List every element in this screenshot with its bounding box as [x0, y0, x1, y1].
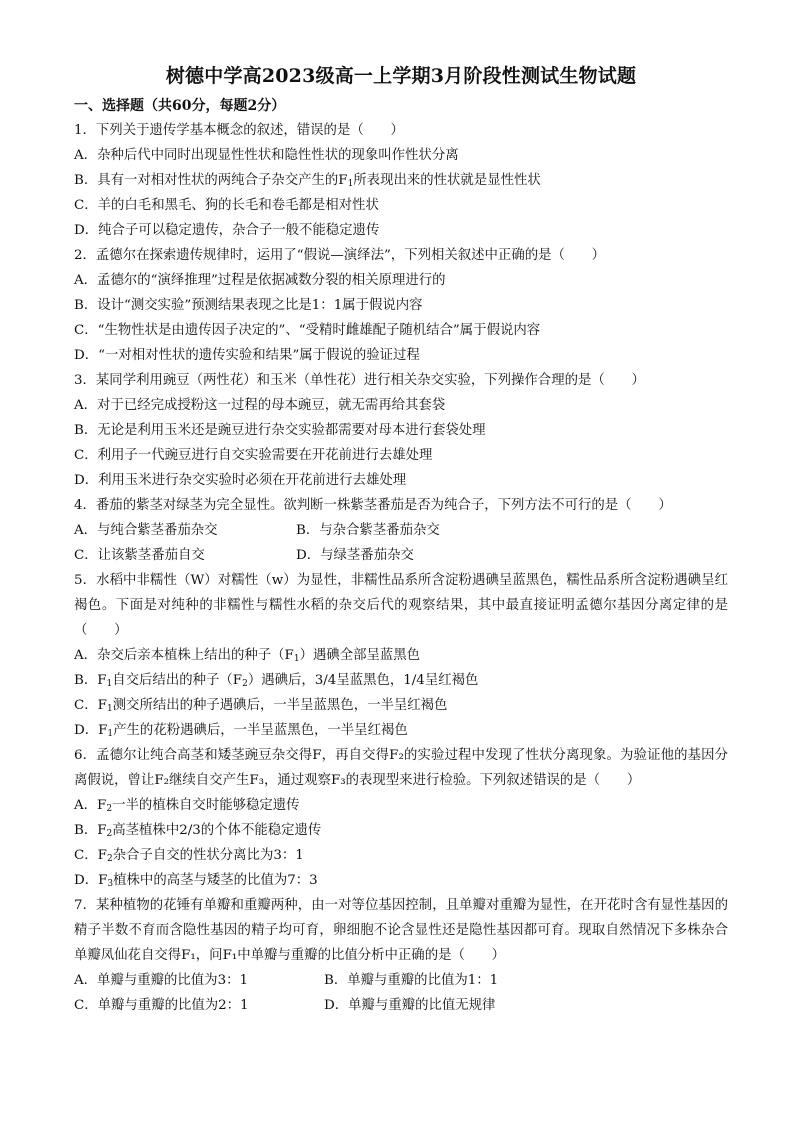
q7-option-c: C．单瓣与重瓣的比值为2：1	[74, 998, 249, 1013]
q4-option-d: D．与绿茎番茄杂交	[296, 548, 414, 563]
q4-option-c: C．让该紫茎番茄自交	[74, 548, 205, 563]
question-5-stem: 5．水稻中非糯性（W）对糯性（w）为显性，非糯性品系所含淀粉遇碘呈蓝黑色，糯性品系所含淀粉遇碘呈红褐色。下面是对纯种的非糯性与糯性水稻的杂交后代的观察结果，其中最直接证明孟德尔基因分离定律的是（ ）	[74, 573, 728, 638]
q5-option-b: B．$F_1$自交后结出的种子$(F_2)$遇碘后，3/4呈蓝黑色，1/4呈红褐色	[74, 673, 479, 689]
q5-option-a: A．杂交后亲本植株上结出的种子$(F_1)$遇碘全部呈蓝黑色	[74, 648, 421, 664]
q1-option-b: B．具有一对相对性状的两纯合子杂交产生的$F_1$所表现出来的性状就是显性性状	[74, 173, 541, 189]
q7-options-row-1	[74, 968, 728, 993]
page-title: 树德中学高2023级高一上学期3月阶段性测试生物试题	[165, 65, 637, 87]
q2-option-a: A．孟德尔的“演绎推理”过程是依据减数分裂的相关原理进行的	[74, 273, 446, 288]
q6-option-d: D．$F_3$植株中的高茎与矮茎的比值为7：3	[74, 873, 318, 889]
q3-option-c: C．利用子一代豌豆进行自交实验需要在开花前进行去雄处理	[74, 448, 433, 463]
q1-option-d: D．纯合子可以稳定遗传，杂合子一般不能稳定遗传	[74, 223, 380, 238]
q2-option-c: C．“生物性状是由遗传因子决定的”、“受精时雌雄配子随机结合”属于假说内容	[74, 323, 541, 338]
q1-option-a: A．杂种后代中同时出现显性性状和隐性性状的现象叫作性状分离	[74, 148, 459, 163]
q3-option-d: D．利用玉米进行杂交实验时必须在开花前进行去雄处理	[74, 473, 407, 488]
q6-option-c: C．$F_2$杂合子自交的性状分离比为3：1	[74, 848, 304, 864]
question-1-stem: 1．下列关于遗传学基本概念的叙述，错误的是（ ）	[74, 123, 404, 138]
q7-options-row-2	[74, 993, 728, 1018]
question-3-stem: 3．某同学利用豌豆（两性花）和玉米（单性花）进行相关杂交实验，下列操作合理的是（ ）	[74, 373, 645, 388]
q7-option-d: D．单瓣与重瓣的比值无规律	[324, 998, 496, 1013]
question-4-stem: 4．番茄的紫茎对绿茎为完全显性。欲判断一株紫茎番茄是否为纯合子，下列方法不可行的是（ ）	[74, 498, 672, 513]
q5-option-c: C．$F_1$测交所结出的种子遇碘后，一半呈蓝黑色，一半呈红褐色	[74, 698, 448, 714]
q7-option-a: A．单瓣与重瓣的比值为3：1	[74, 973, 249, 988]
q4-options-row-1	[74, 518, 728, 543]
q3-option-b: B．无论是利用玉米还是豌豆进行杂交实验都需要对母本进行套袋处理	[74, 423, 486, 438]
section-heading: 一、选择题（共60分，每题2分）	[74, 98, 286, 114]
question-6-stem: 6．孟德尔让纯合高茎和矮茎豌豆杂交得F，再自交得F₂的实验过程中发现了性状分离现象。为验证他的基因分离假说，曾让F₂继续自交产生F₃，通过观察F₃的表现型来进行检验。下列叙述错误的是（ ）	[74, 748, 728, 788]
q1-option-c: C．羊的白毛和黑毛、狗的长毛和卷毛都是相对性状	[74, 198, 379, 213]
q5-option-d: D．$F_1$产生的花粉遇碘后，一半呈蓝黑色，一半呈红褐色	[74, 723, 408, 739]
q6-option-b: B．$F_2$高茎植株中2/3的个体不能稳定遗传	[74, 823, 322, 839]
q7-option-b: B．单瓣与重瓣的比值为1：1	[324, 973, 499, 988]
q4-options-row-2	[74, 543, 728, 568]
q3-option-a: A．对于已经完成授粉这一过程的母本豌豆，就无需再给其套袋	[74, 398, 446, 413]
q4-option-a: A．与纯合紫茎番茄杂交	[74, 523, 218, 538]
q2-option-b: B．设计“测交实验”预测结果表现之比是1：1属于假说内容	[74, 298, 423, 313]
question-7-stem: 7．某种植物的花锤有单瓣和重瓣两种，由一对等位基因控制，且单瓣对重瓣为显性，在开花时含有显性基因的精子半数不育而含隐性基因的精子均可育，卵细胞不论含显性还是隐性基因都可育。现取自然情况下多株杂合单瓣凤仙花自交得F₁，问F₁中单瓣与重瓣的比值分析中正确的是（ ）	[74, 898, 728, 963]
q2-option-d: D．“一对相对性状的遗传实验和结果”属于假说的验证过程	[74, 348, 420, 363]
q4-option-b: B．与杂合紫茎番茄杂交	[296, 523, 440, 538]
question-2-stem: 2．孟德尔在探索遗传规律时，运用了“假说—演绎法”，下列相关叙述中正确的是（ ）	[74, 248, 606, 263]
q6-option-a: A．$F_2$一半的植株自交时能够稳定遗传	[74, 798, 300, 814]
